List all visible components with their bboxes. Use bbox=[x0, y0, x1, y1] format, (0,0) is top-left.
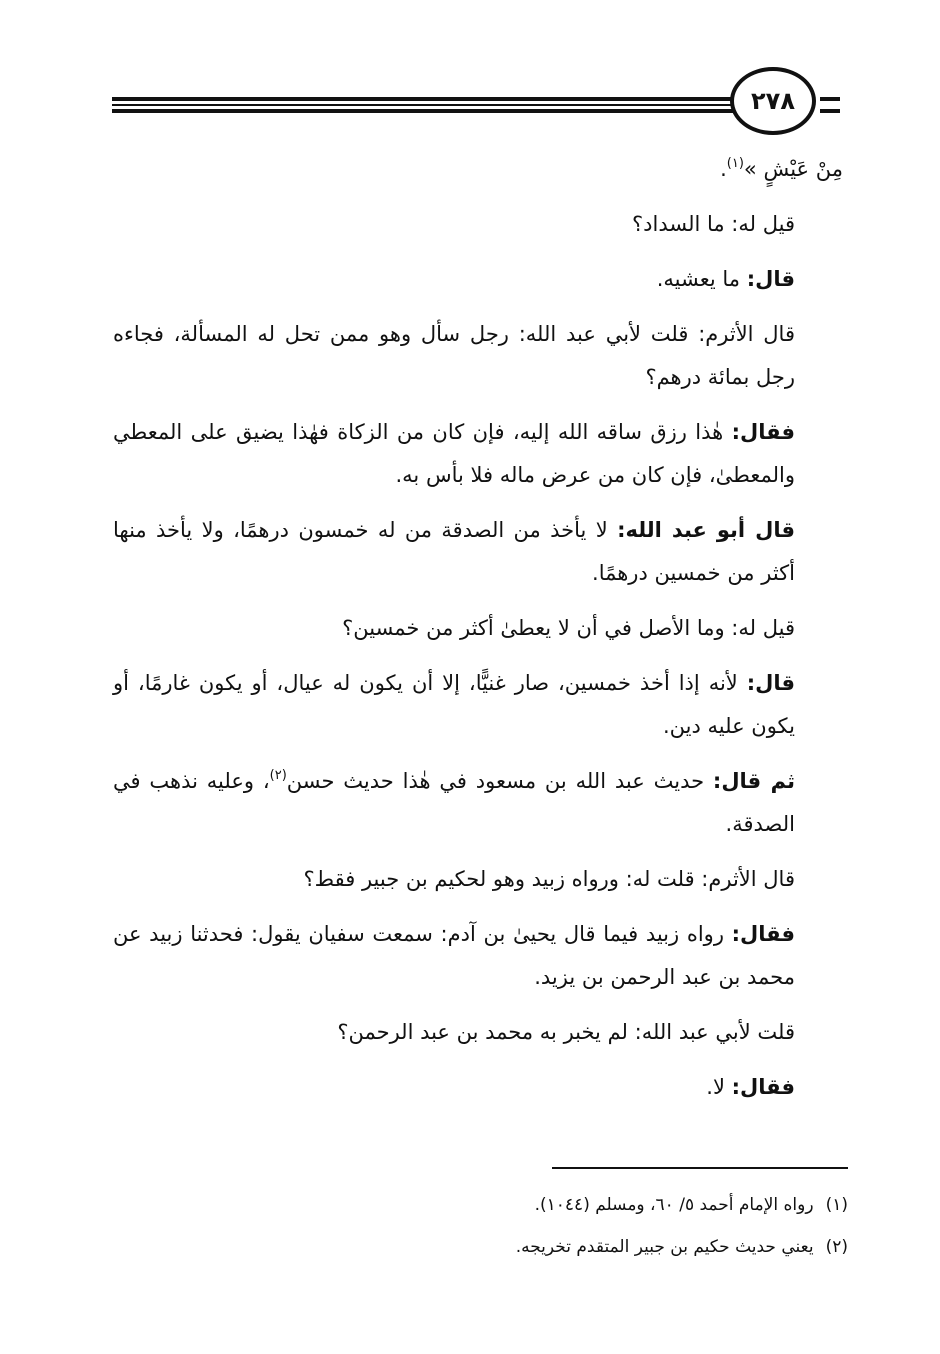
paragraph-text: لأنه إذا أخذ خمسين، صار غنيًّا، إلا أن يكون له عيال، أو يكون غارمًا، أو يكون عليه دين. bbox=[113, 671, 795, 738]
paragraph-text: هٰذا رزق ساقه الله إليه، فإن كان من الزكاة فهٰذا يضيق على المعطي والمعطىٰ، فإن كان من عرض ماله فلا بأس به. bbox=[113, 420, 795, 487]
speaker-label: قال: bbox=[746, 267, 795, 291]
header-rule-right-top bbox=[820, 97, 840, 101]
paragraph-text: حديث عبد الله بن مسعود في هٰذا حديث حسن bbox=[286, 769, 713, 793]
paragraph-text: قيل له: وما الأصل في أن لا يعطىٰ أكثر من خمسين؟ bbox=[342, 616, 795, 640]
paragraph-tail: . bbox=[720, 157, 727, 181]
footnote-number: (٢) bbox=[825, 1237, 848, 1257]
paragraph-text: قال الأثرم: قلت له: ورواه زبيد وهو لحكيم بن جبير فقط؟ bbox=[303, 867, 795, 891]
footnote-ref-2: (٢) bbox=[269, 768, 287, 783]
paragraph-13 bbox=[113, 1066, 843, 1109]
speaker-label: قال: bbox=[746, 671, 795, 695]
header-rule-right-bottom bbox=[820, 109, 840, 113]
header-rule-top bbox=[112, 97, 742, 101]
speaker-label: فقال: bbox=[731, 1075, 795, 1099]
paragraph-5 bbox=[113, 411, 843, 497]
speaker-label: ثم قال: bbox=[712, 769, 796, 793]
paragraph-text: ما يعشيه. bbox=[656, 267, 747, 291]
footnote-text: يعني حديث حكيم بن جبير المتقدم تخريجه. bbox=[515, 1237, 814, 1257]
footnote-number: (١) bbox=[825, 1195, 848, 1215]
footnotes bbox=[300, 1184, 848, 1268]
paragraph-11 bbox=[113, 913, 843, 999]
header-rule-bottom bbox=[112, 109, 742, 113]
paragraph-text: قيل له: ما السداد؟ bbox=[631, 212, 795, 236]
footnote-1 bbox=[300, 1184, 848, 1226]
paragraph-text: رواه زبيد فيما قال يحيىٰ بن آدم: سمعت سفيان يقول: فحدثنا زبيد عن محمد بن عبد الرحمن بن يزيد. bbox=[113, 922, 795, 989]
paragraph-text: لا يأخذ من الصدقة من له خمسون درهمًا، ولا يأخذ منها أكثر من خمسين درهمًا. bbox=[113, 518, 795, 585]
paragraph-6 bbox=[113, 509, 843, 595]
footnote-text: رواه الإمام أحمد ٥/ ٦٠، ومسلم (١٠٤٤). bbox=[534, 1195, 814, 1215]
paragraph-text: قلت لأبي عبد الله: لم يخبر به محمد بن عبد الرحمن؟ bbox=[337, 1020, 795, 1044]
paragraph-tail: ، وعليه نذهب في الصدقة. bbox=[113, 769, 795, 836]
header-rule-middle bbox=[112, 104, 742, 106]
page-content bbox=[113, 148, 843, 1121]
paragraph-text: مِنْ عَيْشٍ » bbox=[743, 157, 843, 181]
footnote-ref-1: (١) bbox=[726, 156, 744, 171]
footnote-divider bbox=[552, 1167, 848, 1169]
paragraph-7 bbox=[113, 607, 843, 650]
paragraph-8 bbox=[113, 662, 843, 748]
paragraph-10 bbox=[113, 858, 843, 901]
paragraph-2 bbox=[113, 203, 843, 246]
paragraph-text: قال الأثرم: قلت لأبي عبد الله: رجل سأل وهو ممن تحل له المسألة، فجاءه رجل بمائة درهم؟ bbox=[113, 322, 795, 389]
paragraph-12 bbox=[113, 1011, 843, 1054]
paragraph-1 bbox=[113, 148, 843, 191]
speaker-label: فقال: bbox=[731, 420, 795, 444]
paragraph-text: لا. bbox=[706, 1075, 732, 1099]
paragraph-3 bbox=[113, 258, 843, 301]
paragraph-9 bbox=[113, 760, 843, 846]
speaker-label: قال أبو عبد الله: bbox=[617, 518, 795, 542]
speaker-label: فقال: bbox=[731, 922, 795, 946]
page-number: ٢٧٨ bbox=[730, 67, 816, 135]
paragraph-4 bbox=[113, 313, 843, 399]
footnote-2 bbox=[300, 1226, 848, 1268]
